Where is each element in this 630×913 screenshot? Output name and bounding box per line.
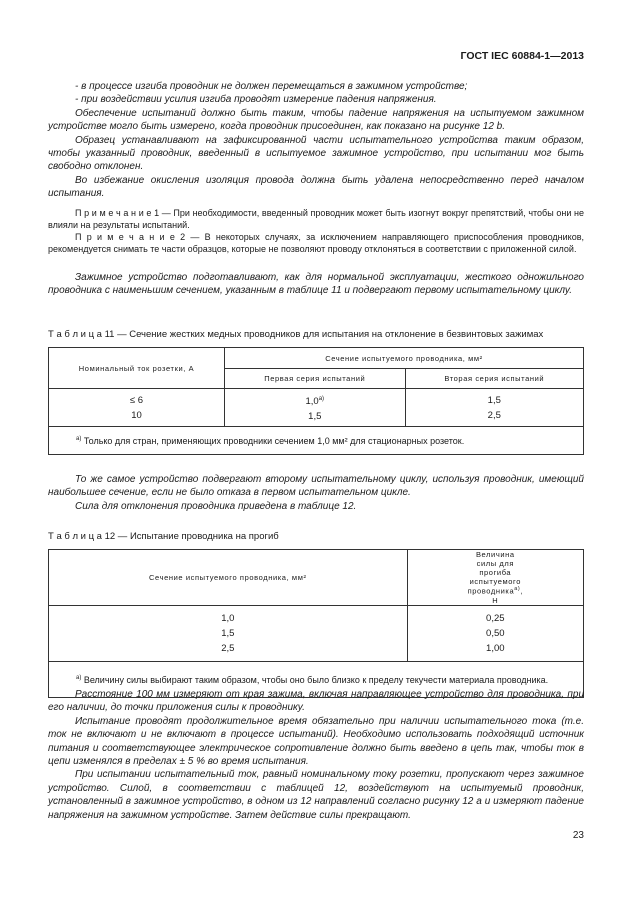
cell: 0,50 [486,627,505,639]
note-text: — При необходимости, введенный проводник может быть изогнут вокруг препятствий, чтобы они не влияли на результаты испытаний. [48,208,584,230]
page-number: 23 [572,830,584,841]
cell: 1,5 [221,627,235,639]
table-12 [48,549,584,698]
paragraph: Сила для отклонения проводника приведена в таблице 12. [75,500,357,512]
note-1 [48,207,584,231]
intro-paragraphs [48,80,584,201]
paragraph: То же самое устройство подвергают второму испытательному циклу, используя проводник, имеющий наибольшее сечение, если не было отказа в первом испытательном цикле. [48,474,584,499]
cell: 1,00 [486,642,505,654]
cell: 1,0 [305,395,319,407]
paragraph: - при воздействии усилия изгиба проводят измерение падения напряжения. [75,94,437,106]
notes [48,207,584,255]
document-header: ГОСТ IEC 60884-1—2013 [460,50,584,62]
table-row [49,605,584,661]
note-text: — В некоторых случаях, за исключением направляющего приспособления проводников, рекомендуется снимать те части образцов, которые не позволяют проводу отклоняться в соответствии с приложенной силой. [48,232,584,254]
paragraph: - в процессе изгиба проводник не должен перемещаться в зажимном устройстве; [75,81,468,92]
paragraph: Обеспечение испытаний должно быть таким, чтобы падение напряжения на испытуемом зажимном устройстве могло быть измерено, когда проводник присоединен, как показано на рисунке 12 b. [48,107,584,133]
paragraph: Во избежание окисления изоляция провода должна быть удалена непосредственно перед началом испытания. [48,174,584,200]
cell: ≤ 6 [129,394,144,406]
paragraph-block [48,688,584,822]
column-header: Номинальный ток розетки, А [49,348,225,389]
note-label: П р и м е ч а н и е 2 [75,232,186,242]
column-header: Величина силы для прогиба испытуемого проводника$^{а)}$, Н [407,550,583,606]
note-label: П р и м е ч а н и е 1 [75,208,160,218]
table-footnote: $^{a)}$ Только для стран, применяющих проводники сечением 1,0 мм² для стационарных розеток. [49,427,584,455]
cell: 2,5 [487,409,501,421]
column-header: Сечение испытуемого проводника, мм² [49,550,408,606]
cell: 0,25 [486,612,505,624]
cell: 1,5 [308,410,322,422]
paragraph: Образец устанавливают на зафиксированной части испытательного устройства таким образом, чтобы указанный проводник, введенный в испытуемое зажимное устройство, при испытании мог быть свободно отклонен. [48,134,584,173]
paragraph-block [48,473,584,513]
cell: 1,0 [221,612,235,624]
paragraph: При испытании испытательный ток, равный номинальному току розетки, пропускают через зажимное устройство. Силой, в соответствии с таблицей 12, воздействуют на испытуемый проводник, установленный в зажимное устройство, в одном из 12 направлений согласно рисунку 12 а и измеряют падение напряжения на зажимном устройстве. Затем действие силы прекращают. [48,769,584,821]
column-header: Первая серия испытаний [225,369,406,389]
note-2 [48,231,584,255]
column-header: Вторая серия испытаний [405,369,583,389]
table-12-block [48,530,584,698]
table-caption: Т а б л и ц а 11 — Сечение жестких медных проводников для испытания на отклонение в безвинтовых зажимах [48,329,544,340]
paragraph: Зажимное устройство подготавливают, как для нормальной эксплуатации, жесткого одножильного проводника с наименьшим сечением, указанным в таблице 11 и подвергают первому испытательному циклу. [48,272,584,297]
table-row: ≤ 6 10 1,0$^{a)}$ 1,5 1,5 2,5 [49,389,584,427]
paragraph: Расстояние 100 мм измеряют от края зажима, включая направляющее устройство для проводника, при его наличии, до точки приложения силы к проводнику. [48,689,584,714]
table-11-block [48,328,584,455]
table-footnote: $^{а)}$ Величину силы выбирают таким образом, чтобы оно было близко к пределу текучести материала проводника. [49,661,584,697]
paragraph: Испытание проводят продолжительное время обязательно при наличии испытательного тока (т.е. ток не включают и не включают в процессе испытаний). Необходимо использовать подходящий источник питания и соответствующее электрическое сопротивление должно быть введено в цепь так, чтобы ток в цепи изменялся в пределах ± 5 % во время испытания. [48,715,584,768]
column-group-header: Сечение испытуемого проводника, мм² [225,348,584,369]
table-11 [48,347,584,455]
table-caption: Т а б л и ц а 12 — Испытание проводника на прогиб [48,531,279,542]
cell: 10 [131,409,142,421]
paragraph-block [48,271,584,298]
cell: 1,5 [487,394,501,406]
cell: 2,5 [221,642,235,654]
